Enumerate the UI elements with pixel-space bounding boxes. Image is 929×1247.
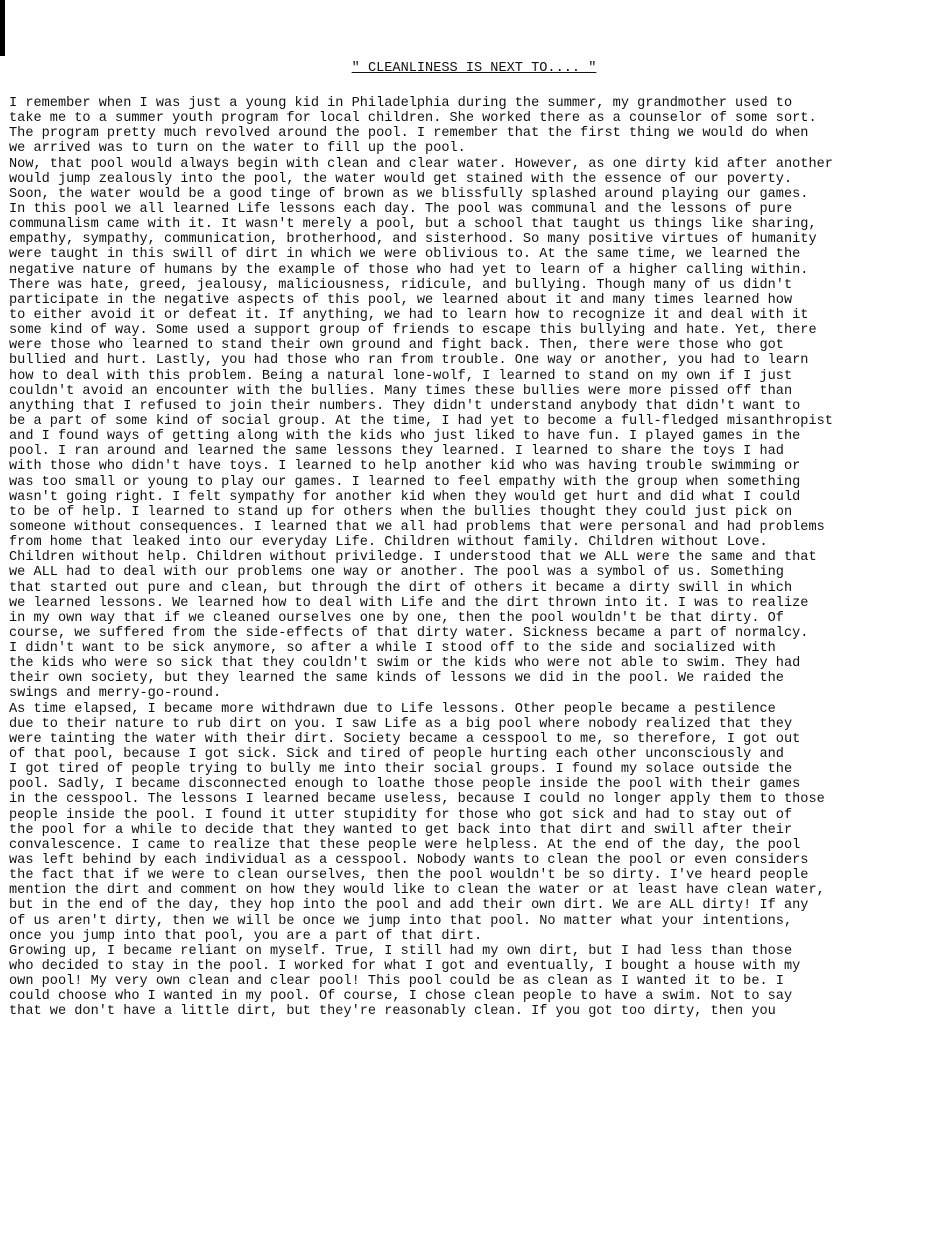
text-line: the fact that if we were to clean ourselves, then the pool wouldn't be so dirty. I've heard people xyxy=(9,868,809,884)
text-line: their own society, but they learned the same kinds of lessons we did in the pool. We raided the xyxy=(9,671,784,687)
text-line: Growing up, I became reliant on myself. True, I still had my own dirt, but I had less than those xyxy=(9,943,793,959)
text-line: who decided to stay in the pool. I worked for what I got and eventually, I bought a house with my xyxy=(9,959,801,975)
text-line: from home that leaked into our everyday Life. Children without family. Children without Love. xyxy=(9,535,768,551)
text-line: anything that I refused to join their numbers. They didn't understand anybody that didn't want to xyxy=(9,398,801,414)
text-line: communalism came with it. It wasn't merely a pool, but a school that taught us things like sharing, xyxy=(9,217,817,233)
text-line: empathy, sympathy, communication, brotherhood, and sisterhood. So many positive virtues of humanity xyxy=(9,232,817,248)
text-line: pool. Sadly, I became disconnected enough to loathe those people inside the pool with their games xyxy=(9,777,801,793)
text-line: couldn't avoid an encounter with the bullies. Many times these bullies were more pissed off than xyxy=(9,383,793,399)
text-line: Children without help. Children without priviledge. I understood that we ALL were the same and that xyxy=(9,550,817,566)
text-line: were those who learned to stand their own ground and fight back. Then, there were those who got xyxy=(9,338,784,354)
text-line: In this pool we all learned Life lessons each day. The pool was communal and the lessons of pure xyxy=(9,201,793,217)
text-line: how to deal with this problem. Being a natural lone-wolf, I learned to stand on my own if I just xyxy=(9,368,793,384)
text-line: of that pool, because I got sick. Sick and tired of people hurting each other unconsciously and xyxy=(9,747,784,763)
text-line: course, we suffered from the side-effects of that dirty water. Sickness became a part of normalcy. xyxy=(9,625,809,641)
text-line: people inside the pool. I found it utter stupidity for those who got sick and had to stay out of xyxy=(9,807,793,823)
text-line: some kind of way. Some used a support group of friends to escape this bullying and hate. Yet, there xyxy=(9,323,817,339)
text-line: was left behind by each individual as a cesspool. Nobody wants to clean the pool or even considers xyxy=(9,853,809,869)
text-line: bullied and hurt. Lastly, you had those who ran from trouble. One way or another, you had to learn xyxy=(9,353,809,369)
text-line: the pool for a while to decide that they wanted to get back into that dirt and swill after their xyxy=(9,822,793,838)
text-line: with those who didn't have toys. I learned to help another kid who was having trouble swimming or xyxy=(9,459,801,475)
text-line: we ALL had to deal with our problems one way or another. The pool was a symbol of us. Something xyxy=(9,565,784,581)
text-line: was too small or young to play our games. I learned to feel empathy with the group when something xyxy=(9,474,801,490)
text-line: take me to a summer youth program for local children. She worked there as a counselor of some sort. xyxy=(9,111,817,127)
text-line: but in the end of the day, they hop into the pool and add their own dirt. We are ALL dirty! If any xyxy=(9,898,809,914)
text-line: I didn't want to be sick anymore, so after a while I stood off to the side and socialized with xyxy=(9,641,776,657)
text-line: due to their nature to rub dirt on you. I saw Life as a big pool where nobody realized that they xyxy=(9,716,793,732)
text-line: I remember when I was just a young kid in Philadelphia during the summer, my grandmother used to xyxy=(9,96,793,111)
text-line: wasn't going right. I felt sympathy for another kid when they would get hurt and did what I could xyxy=(9,489,801,505)
document-body xyxy=(9,96,929,1020)
text-line: be a part of some kind of social group. At the time, I had yet to become a full-fledged misanthropist xyxy=(9,413,833,429)
text-line: negative nature of humans by the example of those who had yet to learn of a higher calling within. xyxy=(9,262,809,278)
text-line: once you jump into that pool, you are a part of that dirt. xyxy=(9,928,483,944)
text-line: would jump zealously into the pool, the water would get stained with the essence of our poverty. xyxy=(9,171,793,187)
text-line: to either avoid it or defeat it. If anything, we had to learn how to recognize it and deal with it xyxy=(9,307,809,323)
text-line: The program pretty much revolved around the pool. I remember that the first thing we would do when xyxy=(9,126,809,142)
scan-edge-mark xyxy=(0,0,5,56)
text-line: were taught in this swill of dirt in which we were oblivious to. At the same time, we learned the xyxy=(9,247,801,263)
text-line: to be of help. I learned to stand up for others when the bullies thought they could just pick on xyxy=(9,504,793,520)
document-title: " CLEANLINESS IS NEXT TO.... " xyxy=(351,61,597,76)
text-line: could choose who I wanted in my pool. Of course, I chose clean people to have a swim. Not to say xyxy=(9,989,793,1005)
text-line: There was hate, greed, jealousy, maliciousness, ridicule, and bullying. Though many of us didn't xyxy=(9,277,793,293)
text-line: mention the dirt and comment on how they would like to clean the water or at least have clean water, xyxy=(9,883,825,899)
text-line: the kids who were so sick that they couldn't swim or the kids who were not able to swim. They had xyxy=(9,656,801,672)
text-line: we learned lessons. We learned how to deal with Life and the dirt thrown into it. I was to realize xyxy=(9,595,809,611)
text-line: of us aren't dirty, then we will be once we jump into that pool. No matter what your intentions, xyxy=(9,913,793,929)
text-line: and I found ways of getting along with the kids who just liked to have fun. I played games in the xyxy=(9,429,801,445)
text-line: Now, that pool would always begin with clean and clear water. However, as one dirty kid after another xyxy=(9,156,833,172)
text-line: convalescence. I came to realize that these people were helpless. At the end of the day, the pool xyxy=(9,837,801,853)
text-line: that started out pure and clean, but through the dirt of others it became a dirty swill in which xyxy=(9,580,793,596)
text-line: we arrived was to turn on the water to fill up the pool. xyxy=(9,141,466,157)
text-line: As time elapsed, I became more withdrawn due to Life lessons. Other people became a pestilence xyxy=(9,701,776,717)
text-line: that we don't have a little dirt, but they're reasonably clean. If you got too dirty, then you xyxy=(9,1004,776,1020)
text-line: in my own way that if we cleaned ourselves one by one, then the pool wouldn't be that dirty. Of xyxy=(9,610,784,626)
text-line: I got tired of people trying to bully me into their social groups. I found my solace outside the xyxy=(9,762,793,778)
text-line: swings and merry-go-round. xyxy=(9,686,222,702)
text-line: pool. I ran around and learned the same lessons they learned. I learned to share the toys I had xyxy=(9,444,784,460)
text-line: in the cesspool. The lessons I learned became useless, because I could no longer apply them to those xyxy=(9,792,825,808)
text-line: Soon, the water would be a good tinge of brown as we blissfully splashed around playing our games. xyxy=(9,186,809,202)
text-line: were tainting the water with their dirt. Society became a cesspool to me, so therefore, I got out xyxy=(9,731,801,747)
text-line: own pool! My very own clean and clear pool! This pool could be as clean as I wanted it to be. I xyxy=(9,974,784,990)
text-line: participate in the negative aspects of this pool, we learned about it and many times learned how xyxy=(9,292,793,308)
text-line: someone without consequences. I learned that we all had problems that were personal and had problems xyxy=(9,519,825,535)
